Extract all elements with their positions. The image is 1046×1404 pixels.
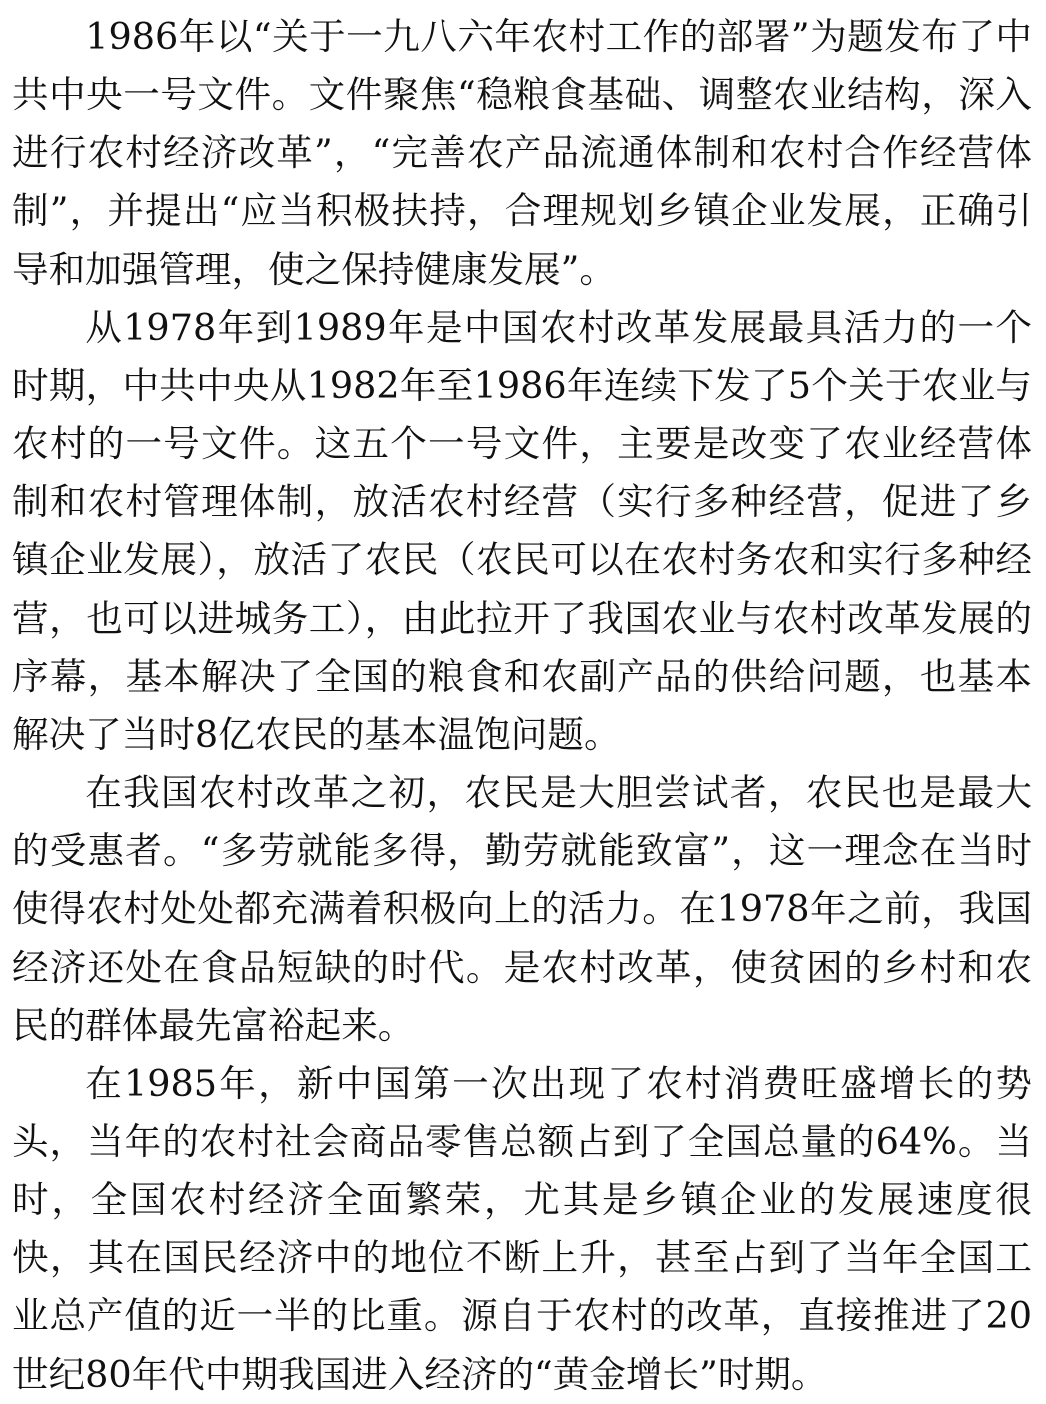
- paragraph-2: 从1978年到1989年是中国农村改革发展最具活力的一个时期，中共中央从1982年至1986年连续下发了5个关于农业与农村的一号文件。这五个一号文件，主要是改变了农业经营体制和农村管理体制，放活农村经营（实行多种经营，促进了乡镇企业发展），放活了农民（农民可以在农村务农和实行多种经营，也可以进城务工），由此拉开了我国农业与农村改革发展的序幕，基本解决了全国的粮食和农副产品的供给问题，也基本解决了当时8亿农民的基本温饱问题。: [12, 305, 1032, 756]
- paragraph-1: 1986年以“关于一九八六年农村工作的部署”为题发布了中共中央一号文件。文件聚焦“稳粮食基础、调整农业结构，深入进行农村经济改革”，“完善农产品流通体制和农村合作经营体制”，并提出“应当积极扶持，合理规划乡镇企业发展，正确引导和加强管理，使之保持健康发展”。: [12, 15, 1032, 291]
- document-body: [12, 8, 1032, 1404]
- paragraph-3: 在我国农村改革之初，农民是大胆尝试者，农民也是最大的受惠者。“多劳就能多得，勤劳就能致富”，这一理念在当时使得农村处处都充满着积极向上的活力。在1978年之前，我国经济还处在食品短缺的时代。是农村改革，使贫困的乡村和农民的群体最先富裕起来。: [12, 771, 1032, 1047]
- paragraph-4: 在1985年，新中国第一次出现了农村消费旺盛增长的势头，当年的农村社会商品零售总额占到了全国总量的64%。当时，全国农村经济全面繁荣，尤其是乡镇企业的发展速度很快，其在国民经济中的地位不断上升，甚至占到了当年全国工业总产值的近一半的比重。源自于农村的改革，直接推进了20世纪80年代中期我国进入经济的“黄金增长”时期。: [12, 1061, 1032, 1396]
